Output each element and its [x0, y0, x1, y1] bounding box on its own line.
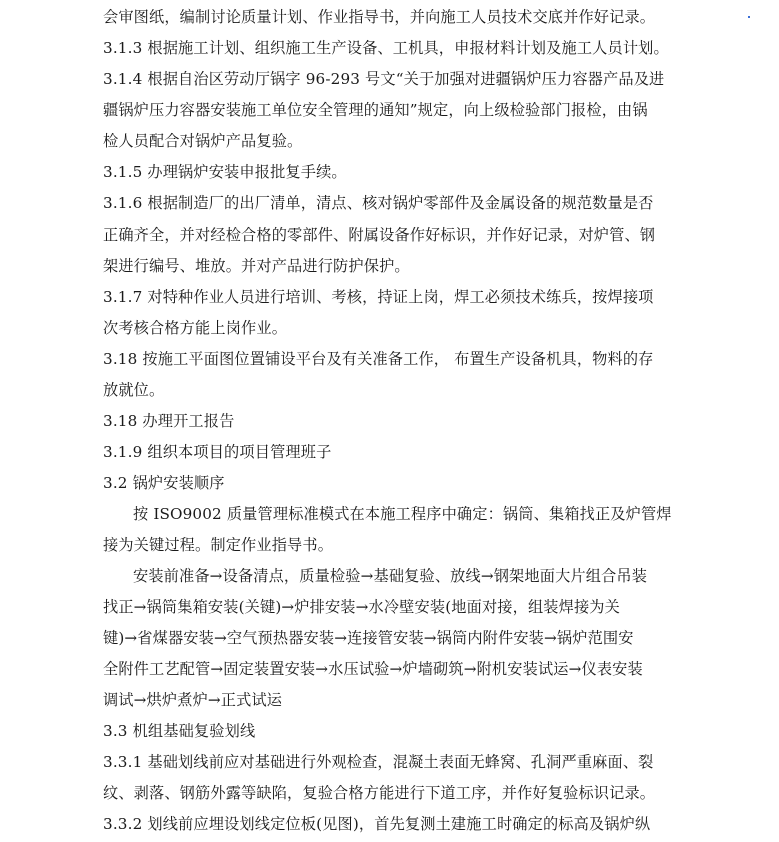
- text-line-13: 放就位。: [103, 381, 165, 399]
- text-line-18: 接为关键过程。制定作业指导书。: [103, 536, 334, 554]
- text-line-5: 检人员配合对锅炉产品复验。: [103, 132, 303, 150]
- text-line-23: 调试→烘炉煮炉→正式试运: [103, 691, 283, 709]
- text-line-14: 3.18 办理开工报告: [103, 412, 235, 430]
- text-line-11: 次考核合格方能上岗作业。: [103, 319, 288, 337]
- text-line-19: 安装前准备→设备清点，质量检验→基础复验、放线→钢架地面大片组合吊装: [133, 567, 648, 585]
- text-line-3: 3.1.4 根据自治区劳动厅锅字 96-293 号文“关于加强对进疆锅炉压力容器产品及进: [103, 70, 665, 88]
- text-line-1: 会审图纸，编制讨论质量计划、作业指导书，并向施工人员技术交底并作好记录。: [103, 8, 656, 26]
- section-heading-3-2: 3.2 锅炉安装顺序: [103, 474, 225, 492]
- text-line-9: 架进行编号、堆放。并对产品进行防护保护。: [103, 257, 410, 275]
- text-line-7: 3.1.6 根据制造厂的出厂清单，清点、核对锅炉零部件及金属设备的规范数量是否: [103, 194, 654, 212]
- text-line-21: 键)→省煤器安装→空气预热器安装→连接管安装→锅筒内附件安装→锅炉范围安: [103, 629, 634, 647]
- text-line-26: 纹、剥落、钢筋外露等缺陷，复验合格方能进行下道工序，并作好复验标识记录。: [103, 784, 656, 802]
- section-heading-3-3: 3.3 机组基础复验划线: [103, 722, 256, 740]
- text-line-17: 按 ISO9002 质量管理标准模式在本施工程序中确定：锅筒、集箱找正及炉管焊: [133, 505, 672, 523]
- text-line-12: 3.18 按施工平面图位置铺设平台及有关准备工作， 布置生产设备机具，物料的存: [103, 350, 654, 368]
- text-line-15: 3.1.9 组织本项目的项目管理班子: [103, 443, 332, 461]
- text-line-22: 全附件工艺配管→固定装置安装→水压试验→炉墙砌筑→附机安装试运→仪表安装: [103, 660, 643, 678]
- text-line-2: 3.1.3 根据施工计划、组织施工生产设备、工机具，申报材料计划及施工人员计划。: [103, 39, 669, 57]
- text-line-6: 3.1.5 办理锅炉安装申报批复手续。: [103, 163, 347, 181]
- text-line-20: 找正→锅筒集箱安装(关键)→炉排安装→水冷壁安装(地面对接，组装焊接为关: [103, 598, 620, 616]
- text-line-10: 3.1.7 对特种作业人员进行培训、考核，持证上岗，焊工必须技术练兵，按焊接项: [103, 288, 654, 306]
- text-line-8: 正确齐全，并对经检合格的零部件、附属设备作好标识，并作好记录，对炉管、钢: [103, 226, 656, 244]
- text-line-25: 3.3.1 基础划线前应对基础进行外观检查，混凝土表面无蜂窝、孔洞严重麻面、裂: [103, 753, 654, 771]
- page-corner-mark: [748, 16, 750, 18]
- text-line-4: 疆锅炉压力容器安装施工单位安全管理的通知”规定，向上级检验部门报检，由锅: [103, 101, 648, 119]
- text-line-27: 3.3.2 划线前应埋设划线定位板(见图)，首先复测土建施工时确定的标高及锅炉纵: [103, 815, 651, 833]
